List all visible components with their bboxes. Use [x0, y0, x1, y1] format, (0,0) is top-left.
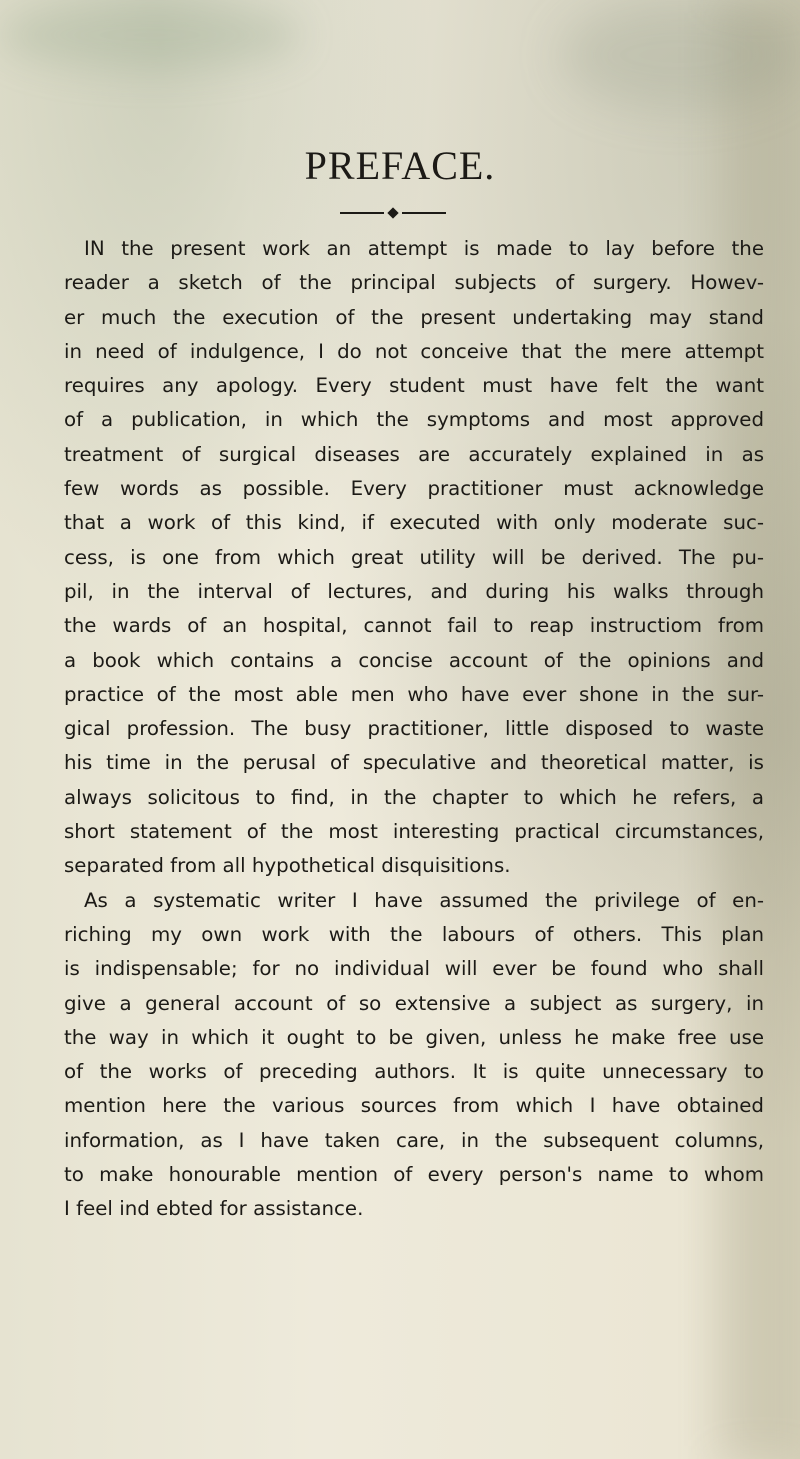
page-stain	[560, 0, 800, 110]
text-line: separated from all hypothetical disquisitions.	[64, 854, 511, 878]
text-line: of a publication, in which the symptoms and most approved	[64, 408, 764, 432]
text-line: of the works of preceding authors. It is quite unnecessary to	[64, 1060, 764, 1084]
text-line: As a systematic writer I have assumed the privilege of en-	[84, 888, 764, 912]
text-line: er much the execution of the present undertaking may stand	[64, 305, 764, 329]
ornament-diamond-icon	[387, 207, 398, 218]
ornament-rule	[402, 212, 446, 214]
text-line: reader a sketch of the principal subjects of surgery. Howev-	[64, 271, 764, 295]
page-stain	[0, 0, 300, 70]
text-line: a book which contains a concise account of the opinions and	[64, 648, 764, 672]
body-text	[64, 232, 764, 1227]
paragraph-2	[64, 884, 764, 1227]
page-title: PREFACE.	[304, 143, 496, 188]
ornament-rule	[340, 212, 384, 214]
text-line: is indispensable; for no individual will ever be found who shall	[64, 957, 764, 981]
text-line: few words as possible. Every practitioner must acknowledge	[64, 477, 764, 501]
text-line: to make honourable mention of every person's name to whom	[64, 1163, 764, 1187]
text-line: practice of the most able men who have ever shone in the sur-	[64, 682, 764, 706]
paragraph-1	[64, 232, 764, 884]
text-line: information, as I have taken care, in the subsequent columns,	[64, 1128, 764, 1152]
text-line: IN the present work an attempt is made to lay before the	[84, 237, 764, 260]
text-line: his time in the perusal of speculative and theoretical matter, is	[64, 751, 764, 775]
text-line: that a work of this kind, if executed with only moderate suc-	[64, 511, 764, 535]
text-line: treatment of surgical diseases are accurately explained in as	[64, 442, 764, 466]
text-line: requires any apology. Every student must have felt the want	[64, 374, 764, 398]
text-line: I feel ind ebted for assistance.	[64, 1197, 364, 1221]
text-line: pil, in the interval of lectures, and during his walks through	[64, 579, 764, 603]
text-line: in need of indulgence, I do not conceive that the mere attempt	[64, 339, 764, 363]
text-line: riching my own work with the labours of others. This plan	[64, 922, 764, 946]
text-line: cess, is one from which great utility will be derived. The pu-	[64, 545, 764, 569]
text-line: short statement of the most interesting practical circumstances,	[64, 820, 764, 844]
text-line: the way in which it ought to be given, unless he make free use	[64, 1025, 764, 1049]
text-line: gical profession. The busy practitioner, little disposed to waste	[64, 717, 764, 741]
text-line: mention here the various sources from which I have obtained	[64, 1094, 764, 1118]
title-ornament	[340, 209, 446, 217]
text-line: always solicitous to find, in the chapter to which he refers, a	[64, 785, 764, 809]
text-line: the wards of an hospital, cannot fail to reap instructiom from	[64, 614, 764, 638]
text-line: give a general account of so extensive a subject as surgery, in	[64, 991, 764, 1015]
